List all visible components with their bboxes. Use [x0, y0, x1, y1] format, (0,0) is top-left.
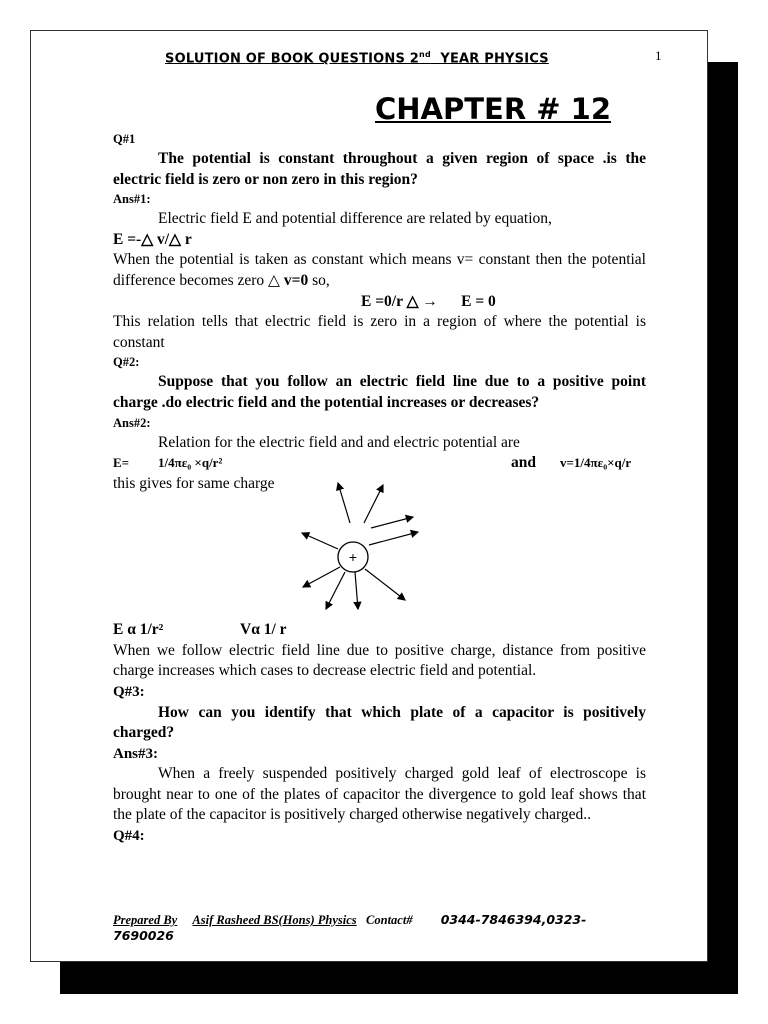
- question-3-text: How can you identify that which plate of a capacitor is positively charged?: [113, 703, 646, 742]
- document-body: [113, 130, 646, 847]
- question-4-label: Q#4:: [113, 828, 145, 845]
- field-arrow: [338, 483, 350, 523]
- v-proportionality: Vα 1/ r: [240, 620, 287, 638]
- question-2-label: Q#2:: [113, 355, 140, 370]
- answer-1-paragraph-3: This relation tells that electric field is zero in a region of where the potential is constant: [113, 313, 646, 351]
- and-text: and: [511, 454, 536, 472]
- answer-1-paragraph-1: Electric field E and potential difference are related by equation,: [158, 210, 552, 228]
- field-lines-diagram: [113, 495, 646, 620]
- v-formula: v=1/4πε₀×q/r: [560, 455, 632, 471]
- contact-number: 0344-7846394,0323-7690026: [113, 912, 587, 943]
- question-3-label: Q#3:: [113, 683, 145, 700]
- field-arrow: [303, 567, 340, 587]
- contact-label: Contact#: [366, 913, 413, 927]
- field-arrow: [355, 572, 358, 609]
- answer-1-label: Ans#1:: [113, 192, 151, 207]
- answer-1-paragraph-2: When the potential is taken as constant which means v= constant then the potential difference becomes zero △ v=0 so,: [113, 251, 646, 289]
- answer-1-equation-1: E =-△ v/△ r: [113, 230, 192, 248]
- question-2-text: Suppose that you follow an electric field line due to a positive point charge .do electric field and the potential increases or decreases?: [113, 373, 646, 411]
- field-arrow: [326, 572, 345, 609]
- field-arrow: [364, 485, 383, 523]
- question-1-label: Q#1: [113, 132, 136, 146]
- answer-3-label: Ans#3:: [113, 745, 159, 762]
- chapter-title: CHAPTER # 12: [375, 92, 612, 126]
- proportionality-row: [113, 620, 646, 641]
- field-arrow: [371, 517, 413, 528]
- plus-symbol: +: [348, 548, 358, 565]
- field-lines-svg: [293, 461, 423, 621]
- document-header: SOLUTION OF BOOK QUESTIONS 2nd YEAR PHYSICS: [165, 50, 549, 67]
- answer-2-paragraph-2: this gives for same charge: [113, 475, 275, 493]
- answer-1-equation-2: E =0/r △ → E = 0: [361, 292, 496, 310]
- answer-2-paragraph-1: Relation for the electric field and and electric potential are: [158, 433, 520, 451]
- author-name: Asif Rasheed BS(Hons) Physics: [192, 913, 357, 927]
- prepared-by-label: Prepared By: [113, 913, 178, 927]
- e-proportionality: E α 1/r²: [113, 620, 164, 638]
- document-footer: [113, 912, 633, 944]
- answer-3-paragraph-1: When a freely suspended positively charged gold leaf of electroscope is brought near to one of the plates of capacitor the divergence to gold leaf shows that the plate of the capacitor is positively charged otherwise negatively charged..: [113, 765, 646, 824]
- field-arrow: [365, 569, 405, 600]
- answer-2-label: Ans#2:: [113, 415, 151, 430]
- page-number: 1: [655, 48, 662, 63]
- e-label: E=: [113, 455, 130, 471]
- field-arrow: [369, 532, 418, 545]
- answer-2-paragraph-3: When we follow electric field line due to positive charge, distance from positive charge increases which cases to decrease electric field and potential.: [113, 641, 646, 680]
- question-1-text: The potential is constant throughout a given region of space .is the electric field is zero or non zero in this region?: [113, 150, 646, 188]
- e-formula: 1/4πε₀ ×q/r²: [158, 455, 223, 471]
- field-arrow: [302, 533, 338, 549]
